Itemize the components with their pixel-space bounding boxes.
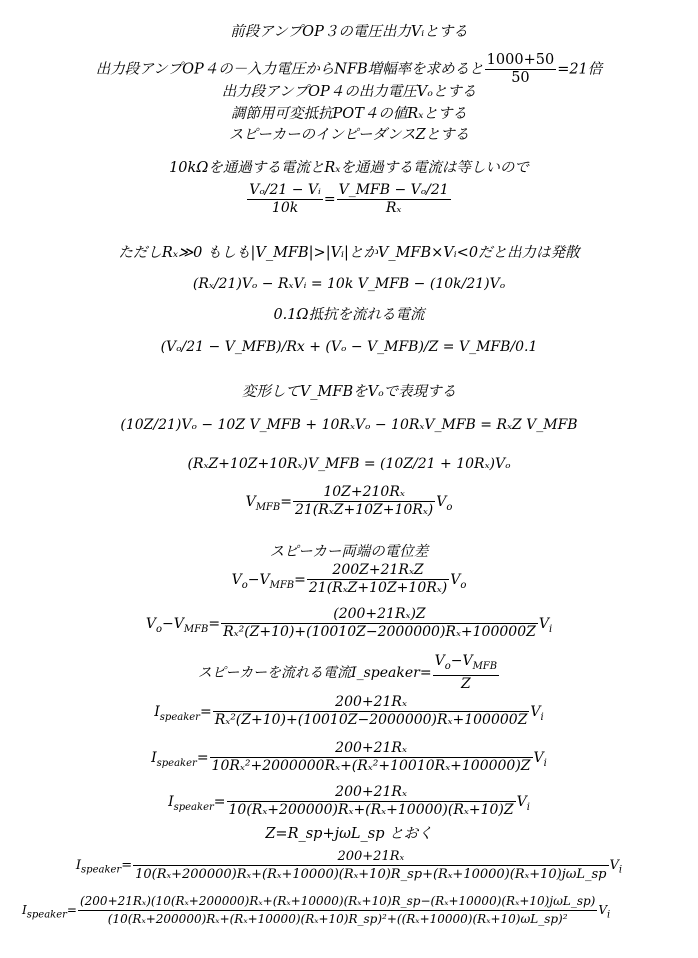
transform-note: 変形してV_MFBをVₒで表現する xyxy=(241,384,457,400)
eq1-lhs: $\frac{\text{Vₒ/21 − Vᵢ}}{10k}$ xyxy=(249,182,321,216)
eq6-fraction: $\frac{\text{10Z+210Rₓ}}{\text{21(RₓZ+10Z+10Rₓ)}}$ xyxy=(294,484,434,518)
intro-line-4: 調節用可変抵抗POT４の値Rₓとする xyxy=(231,106,467,122)
equation-1: $\frac{\text{Vₒ/21 − Vᵢ}}{10k}$ = $\frac{\text{V\_MFB − Vₒ/21}}{\text{Rₓ}}$ xyxy=(249,182,449,216)
condition-note: ただしRₓ≫0 もしも|V_MFB|>|Vᵢ|とかV_MFB×Vᵢ<0だと出力は発散 xyxy=(118,245,580,261)
speaker-current-note: スピーカーを流れる電流I_speaker xyxy=(197,664,420,681)
equation-2: (Rₓ/21)Vₒ − RₓVᵢ = 10k V_MFB − (10k/21)Vₒ xyxy=(192,276,506,292)
equation-12: $I_{speaker}=$ $\frac{\text{200+21Rₓ}}{\text{10(Rₓ+200000)Rₓ+(Rₓ+10000)(Rₓ+10)Z}}$ $V_i$ xyxy=(168,784,530,818)
equation-9: スピーカーを流れる電流I_speaker= $\frac{V_o-V_{MFB}}{Z}$ xyxy=(197,653,498,692)
equation-3: (Vₒ/21 − V_MFB)/Rx + (Vₒ − V_MFB)/Z = V_MFB/0.1 xyxy=(160,339,538,355)
eq9-fraction: $\frac{V_o-V_{MFB}}{Z}$ xyxy=(434,653,498,692)
eq14-fraction: (200+21Rₓ)(10(Rₓ+200000)Rₓ+(Rₓ+10000)(Rₓ+10)R_sp−(Rₓ+10000)(Rₓ+10)jωL_sp) (10(Rₓ+200000)Rₓ+(Rₓ+10000)(Rₓ+10)R_sp)²+((Rₓ+10000)(Rₓ+10)ωL_sp)² xyxy=(79,894,596,926)
intro-line-3: 出力段アンプOP４の出力電圧Vₒとする xyxy=(221,84,477,100)
equation-13: $I_{speaker}=$ 200+21Rₓ 10(Rₓ+200000)Rₓ+(Rₓ+10000)(Rₓ+10)R_sp+(Rₓ+10000)(Rₓ+10)jωL_sp $V_i$ xyxy=(75,849,623,882)
equation-4: (10Z/21)Vₒ − 10Z V_MFB + 10RₓVₒ − 10RₓV_MFB = RₓZ V_MFB xyxy=(120,417,578,433)
eq10-fraction: $\frac{\text{200+21Rₓ}}{\text{Rₓ²(Z+10)+(10010Z−2000000)Rₓ+100000Z}}$ xyxy=(214,694,528,728)
resistor-note: 0.1Ω抵抗を流れる電流 xyxy=(273,307,425,323)
intro-line-2: 出力段アンプOP４の－入力電圧からNFB増幅率を求めると xyxy=(95,61,484,78)
eq1-rhs: $\frac{\text{V\_MFB − Vₒ/21}}{\text{Rₓ}}$ xyxy=(338,182,449,216)
z-definition: Z=R_sp+jωL_sp とおく xyxy=(265,826,433,842)
gain-num: 1000+50 xyxy=(486,52,555,68)
equation-5: (RₓZ+10Z+10Rₓ)V_MFB = (10Z/21 + 10Rₓ)Vₒ xyxy=(187,456,511,472)
eq13-fraction: 200+21Rₓ 10(Rₓ+200000)Rₓ+(Rₓ+10000)(Rₓ+10)R_sp+(Rₓ+10000)(Rₓ+10)jωL_sp xyxy=(135,849,607,882)
equation-6: $V_{MFB}=$ $\frac{\text{10Z+210Rₓ}}{\text{21(RₓZ+10Z+10Rₓ)}}$ $V_o$ xyxy=(245,484,453,518)
intro-line-5: スピーカーのインピーダンスZとする xyxy=(228,127,470,143)
eq11-fraction: $\frac{\text{200+21Rₓ}}{\text{10Rₓ²+2000000Rₓ+(Rₓ²+10010Rₓ+100000)Z}}$ xyxy=(211,740,531,774)
gain-result: =21倍 xyxy=(557,61,603,78)
eq12-fraction: $\frac{\text{200+21Rₓ}}{\text{10(Rₓ+200000)Rₓ+(Rₓ+10000)(Rₓ+10)Z}}$ xyxy=(228,784,514,818)
equation-14: $I_{speaker}=$ (200+21Rₓ)(10(Rₓ+200000)Rₓ+(Rₓ+10000)(Rₓ+10)R_sp−(Rₓ+10000)(Rₓ+10)jωL_sp) (10(Rₓ+200000)Rₓ+(Rₓ+10000)(Rₓ+10)R_sp)²+((Rₓ+10000)(Rₓ+10)ωL_sp)² $V_i$ xyxy=(22,894,611,926)
eq8-fraction: $\frac{\text{(200+21Rₓ)Z}}{\text{Rₓ²(Z+10)+(10010Z−2000000)Rₓ+100000Z}}$ xyxy=(223,606,536,640)
potential-note: スピーカー両端の電位差 xyxy=(269,544,429,560)
equation-7: $V_o-V_{MFB}=$ $\frac{\text{200Z+21RₓZ}}{\text{21(RₓZ+10Z+10Rₓ)}}$ $V_o$ xyxy=(231,562,467,596)
current-note: 10kΩを通過する電流とRₓを通過する電流は等しいので xyxy=(169,160,529,176)
intro-line-1: 前段アンプOP３の電圧出力Vᵢとする xyxy=(230,24,468,40)
equation-8: $V_o-V_{MFB}=$ $\frac{\text{(200+21Rₓ)Z}}{\text{Rₓ²(Z+10)+(10010Z−2000000)Rₓ+100000Z}}$ $V_i$ xyxy=(145,606,553,640)
equation-10: $I_{speaker}=$ $\frac{\text{200+21Rₓ}}{\text{Rₓ²(Z+10)+(10010Z−2000000)Rₓ+100000Z}}$ $V_i$ xyxy=(154,694,544,728)
equation-11: $I_{speaker}=$ $\frac{\text{200+21Rₓ}}{\text{10Rₓ²+2000000Rₓ+(Rₓ²+10010Rₓ+100000)Z}}$ $V_i$ xyxy=(151,740,547,774)
eq7-fraction: $\frac{\text{200Z+21RₓZ}}{\text{21(RₓZ+10Z+10Rₓ)}}$ xyxy=(308,562,448,596)
gain-den: 50 xyxy=(511,70,530,86)
